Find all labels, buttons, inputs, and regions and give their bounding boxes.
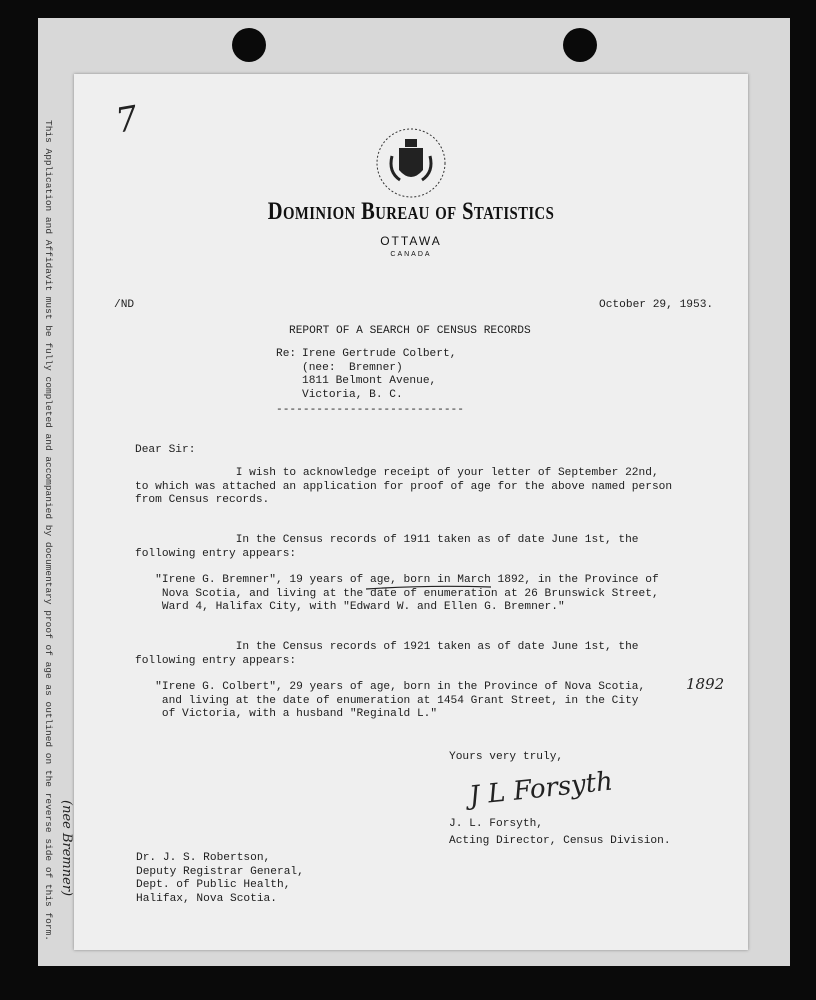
paragraph — [135, 534, 639, 561]
addressee-line: Dr. J. S. Robertson, — [136, 852, 271, 864]
re-line: Irene Gertrude Colbert, — [302, 348, 457, 360]
paragraph-line: Nova Scotia, and living at the date of enumeration at 26 Brunswick Street, — [135, 587, 659, 600]
paragraph-line: and living at the date of enumeration at 1454 Grant Street, in the City — [135, 694, 639, 707]
letterhead-city: OTTAWA — [380, 234, 442, 248]
report-title: REPORT OF A SEARCH OF CENSUS RECORDS — [289, 325, 531, 337]
paragraph — [135, 467, 672, 508]
census-entry-1921 — [135, 681, 645, 722]
re-label: Re: — [276, 348, 297, 360]
signer-name: J. L. Forsyth, — [449, 818, 543, 830]
paragraph-line: "Irene G. Colbert", 29 years of age, born in the Province of Nova Scotia, — [135, 681, 646, 693]
signature: J L Forsyth — [467, 766, 615, 812]
paragraph-line: In the Census records of 1921 taken as of date June 1st, the — [135, 641, 639, 653]
side-notice-text: This Application and Affidavit must be fully completed and accompanied by documentary proof of age as outlined on the reverse side of this form. — [43, 120, 54, 941]
letterhead-country: CANADA — [390, 251, 432, 258]
signer-title: Acting Director, Census Division. — [449, 835, 671, 847]
re-line: 1811 Belmont Avenue, — [302, 375, 437, 387]
paragraph-line: "Irene G. Bremner", 19 years of age, born in March 1892, in the Province of — [135, 574, 659, 586]
side-handwriting: (nee Bremner) — [59, 800, 74, 897]
re-line: (nee: Bremner) — [302, 361, 403, 374]
re-line: Victoria, B. C. — [302, 388, 403, 401]
paragraph-line: following entry appears: — [135, 547, 297, 560]
punch-hole — [563, 28, 597, 62]
paragraph-line: following entry appears: — [135, 654, 297, 667]
letter-date: October 29, 1953. — [599, 299, 714, 311]
paragraph-line: Ward 4, Halifax City, with "Edward W. and Ellen G. Bremner." — [135, 601, 565, 613]
census-entry-1911 — [135, 574, 659, 615]
reference-code: /ND — [114, 299, 135, 311]
paragraph-line: to which was attached an application for proof of age for the above named person — [135, 480, 673, 493]
corner-mark: 7 — [112, 98, 141, 142]
salutation: Dear Sir: — [135, 444, 196, 456]
paragraph-line: from Census records. — [135, 494, 270, 506]
punch-hole — [232, 28, 266, 62]
margin-note: 1892 — [686, 675, 725, 693]
addressee-line: Dept. of Public Health, — [136, 879, 291, 891]
pen-underline — [364, 584, 494, 594]
paragraph-line: In the Census records of 1911 taken as of date June 1st, the — [135, 534, 639, 546]
addressee-block — [136, 852, 304, 906]
paragraph — [135, 641, 639, 668]
addressee-line: Deputy Registrar General, — [136, 865, 304, 878]
paragraph-line: of Victoria, with a husband "Reginald L." — [135, 708, 438, 720]
re-block — [302, 348, 456, 402]
organization-name: Dominion Bureau of Statistics — [267, 198, 555, 225]
letter-page — [74, 74, 748, 950]
paragraph-line: I wish to acknowledge receipt of your letter of September 22nd, — [135, 467, 659, 479]
addressee-line: Halifax, Nova Scotia. — [136, 892, 277, 905]
closing: Yours very truly, — [449, 751, 564, 763]
side-notice — [40, 120, 60, 940]
re-rule: ---------------------------- — [276, 404, 464, 416]
department-seal — [374, 126, 448, 200]
